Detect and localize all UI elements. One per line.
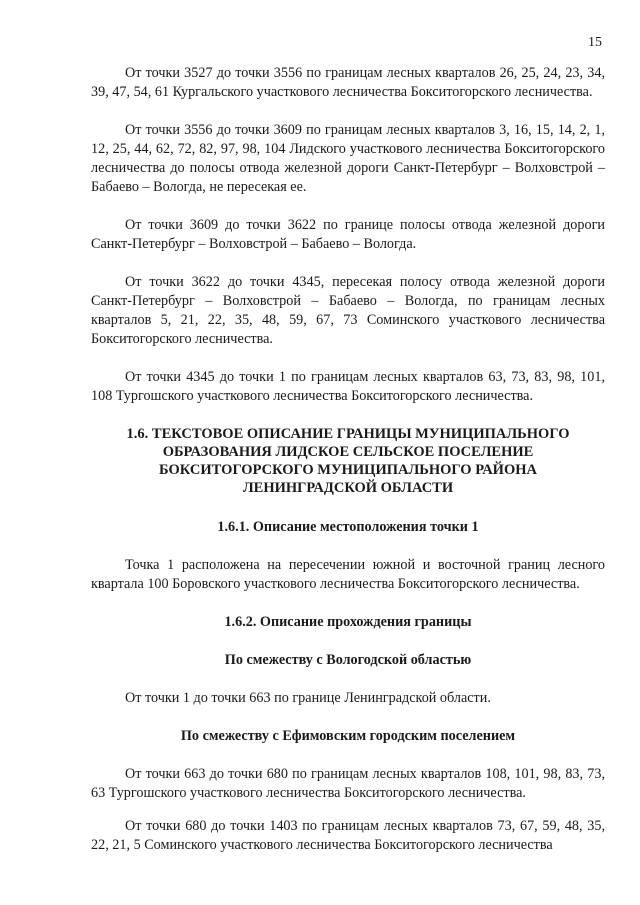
paragraph-vologda-border: От точки 1 до точки 663 по границе Ленинградской области.: [125, 690, 491, 706]
subsection-heading-1-6-1: 1.6.1. Описание местоположения точки 1: [217, 519, 479, 535]
paragraph-sominsky: От точки 3622 до точки 4345, пересекая полосу отвода железной дороги Санкт-Петербург – Волховстрой – Бабаево – Вологда, по границам лесных кварталов 5, 21, 22, 35, 48, 59, 67, 73 Соминского участкового лесничества Бокситогорского лесничества.: [91, 274, 605, 347]
section-heading-1-6: 1.6. ТЕКСТОВОЕ ОПИСАНИЕ ГРАНИЦЫ МУНИЦИПАЛЬНОГО ОБРАЗОВАНИЯ ЛИДСКОЕ СЕЛЬСКОЕ ПОСЕЛЕНИЕ БОКСИТОГОРСКОГО МУНИЦИПАЛЬНОГО РАЙОНА ЛЕНИНГРАДСКОЙ ОБЛАСТИ: [126, 426, 570, 496]
paragraph-turgoshsky: От точки 4345 до точки 1 по границам лесных кварталов 63, 73, 83, 98, 101, 108 Тургошского участкового лесничества Бокситогорского лесничества.: [91, 369, 605, 404]
subsection-heading-1-6-2: 1.6.2. Описание прохождения границы: [224, 614, 472, 630]
paragraph-kurgalsky: От точки 3527 до точки 3556 по границам лесных кварталов 26, 25, 24, 23, 34, 39, 47, 54, 61 Кургальского участкового лесничества Бокситогорского лесничества.: [91, 65, 605, 100]
paragraph-efimovsky-2: От точки 680 до точки 1403 по границам лесных кварталов 73, 67, 59, 48, 35, 22, 21, 5 Соминского участкового лесничества Бокситогорского лесничества: [91, 818, 605, 853]
paragraph-lidsky: От точки 3556 до точки 3609 по границам лесных кварталов 3, 16, 15, 14, 2, 1, 12, 25, 44, 62, 72, 82, 97, 98, 104 Лидского участкового лесничества Бокситогорского лесничества до полосы отвода железной дороги Санкт-Петербург – Волховстрой – Бабаево – Вологда, не пересекая ее.: [91, 122, 605, 195]
heading-vologda-border: По смежеству с Вологодской областью: [224, 652, 472, 668]
paragraph-railway: От точки 3609 до точки 3622 по границе полосы отвода железной дороги Санкт-Петербург – Волховстрой – Бабаево – Вологда.: [91, 217, 605, 252]
document-body: [91, 64, 605, 874]
heading-efimovsky-border: По смежеству с Ефимовским городским поселением: [180, 728, 516, 744]
paragraph-efimovsky-1: От точки 663 до точки 680 по границам лесных кварталов 108, 101, 98, 83, 73, 63 Тургошского участкового лесничества Бокситогорского лесничества.: [91, 766, 605, 801]
paragraph-point-1-location: Точка 1 расположена на пересечении южной и восточной границ лесного квартала 100 Боровского участкового лесничества Бокситогорского лесничества.: [91, 557, 605, 592]
page-number: 15: [588, 35, 602, 50]
